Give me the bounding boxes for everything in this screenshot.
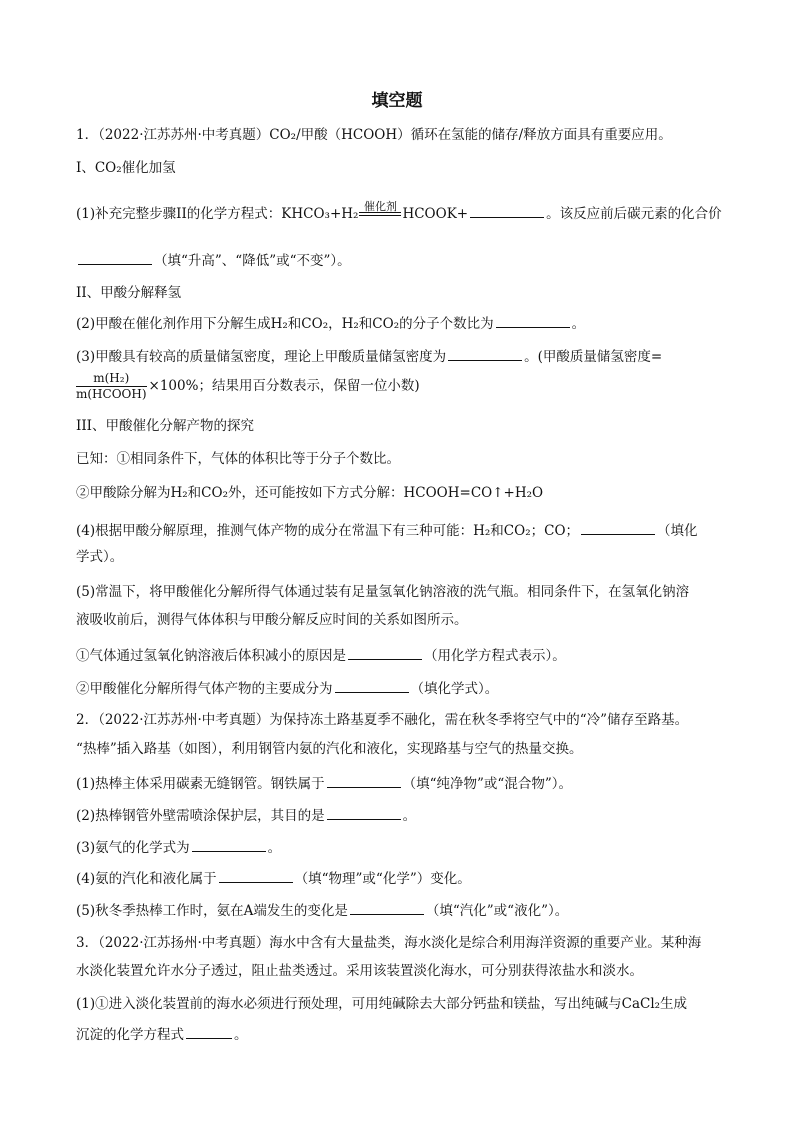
answer-blank[interactable] bbox=[470, 203, 544, 218]
answer-blank[interactable] bbox=[186, 1024, 232, 1039]
q1-section-2: II、甲酸分解释氢 bbox=[76, 285, 182, 301]
q1-part-3-formula bbox=[76, 371, 420, 402]
fraction-denominator: m(HCOOH) bbox=[76, 387, 147, 401]
answer-blank[interactable] bbox=[348, 645, 422, 660]
q2-p5-hint: （填“汽化”或“液化”）。 bbox=[425, 903, 569, 919]
q3-p1-end: 。 bbox=[234, 1027, 248, 1043]
q1-part-2 bbox=[76, 313, 585, 333]
answer-blank[interactable] bbox=[327, 773, 401, 788]
answer-blank[interactable] bbox=[335, 678, 409, 693]
q1-p1-hint: （填“升高”、“降低”或“不变”）。 bbox=[154, 253, 351, 269]
q3-part-1-line1: (1)①进入淡化装置前的海水必须进行预处理，可用纯碱除去大部分钙盐和镁盐，写出纯碱与CaCl₂生成 bbox=[76, 996, 688, 1012]
fraction-numerator: m(H₂) bbox=[76, 371, 147, 387]
q2-p5-text: (5)秋冬季热棒工作时，氨在A端发生的变化是 bbox=[76, 903, 348, 919]
q1-part-5b bbox=[76, 678, 498, 698]
answer-blank[interactable] bbox=[581, 520, 655, 535]
answer-blank[interactable] bbox=[350, 900, 424, 915]
q1-p1-product: HCOOK+ bbox=[402, 206, 469, 222]
q1-part-1 bbox=[76, 200, 722, 223]
q2-p3-text: (3)氨气的化学式为 bbox=[76, 840, 190, 856]
q2-p1-hint: （填“纯净物”或“混合物”）。 bbox=[402, 776, 572, 792]
answer-blank[interactable] bbox=[219, 868, 293, 883]
q1-part-1-line2 bbox=[76, 250, 351, 270]
q1-p4-text: (4)根据甲酸分解原理，推测气体产物的成分在常温下有三种可能：H₂和CO₂；CO； bbox=[76, 523, 580, 539]
answer-blank[interactable] bbox=[496, 313, 570, 328]
q2-p3-end: 。 bbox=[267, 840, 282, 856]
q2-stem-2: “热棒”插入路基（如图），利用钢管内氨的汽化和液化，实现路基与空气的热量交换。 bbox=[76, 741, 583, 757]
q1-p4-hint: （填化 bbox=[657, 523, 698, 539]
q1-part-4-line2: 学式）。 bbox=[76, 549, 124, 565]
q1-part-5-line1: (5)常温下，将甲酸催化分解所得气体通过装有足量氢氧化钠溶液的洗气瓶。相同条件下，在氢氧化钠溶 bbox=[76, 584, 690, 600]
density-fraction bbox=[76, 371, 147, 402]
q1-p5b-text: ②甲酸催化分解所得气体产物的主要成分为 bbox=[76, 681, 333, 697]
q2-p2-end: 。 bbox=[402, 808, 417, 824]
q2-part-1 bbox=[76, 773, 572, 793]
q2-part-3 bbox=[76, 837, 281, 857]
answer-blank[interactable] bbox=[448, 346, 522, 361]
q1-p1-tail: 。该反应前后碳元素的化合价 bbox=[546, 206, 722, 222]
q1-p3-note: 。(甲酸质量储氢密度= bbox=[524, 349, 663, 365]
q2-part-5 bbox=[76, 900, 568, 920]
q2-p1-text: (1)热棒主体采用碳素无缝钢管。钢铁属于 bbox=[76, 776, 325, 792]
q2-part-2 bbox=[76, 805, 416, 825]
q1-known-1: 已知：①相同条件下，气体的体积比等于分子个数比。 bbox=[76, 451, 400, 467]
q2-part-4 bbox=[76, 868, 471, 888]
q1-p3-text: (3)甲酸具有较高的质量储氢密度，理论上甲酸质量储氢密度为 bbox=[76, 349, 447, 365]
q3-p1-text: 沉淀的化学方程式 bbox=[76, 1027, 184, 1043]
q1-section-3: III、甲酸催化分解产物的探究 bbox=[76, 418, 254, 434]
answer-blank[interactable] bbox=[192, 837, 266, 852]
q1-part-5a bbox=[76, 645, 566, 665]
q1-known-2: ②甲酸除分解为H₂和CO₂外，还可能按如下方式分解：HCOOH=CO↑+H₂O bbox=[76, 485, 544, 501]
q2-stem-1: 2．（2022·江苏苏州·中考真题）为保持冻土路基夏季不融化，需在秋冬季将空气中的“冷”储存至路基。 bbox=[76, 712, 689, 728]
q1-section-1: I、CO₂催化加氢 bbox=[76, 160, 176, 176]
q1-part-4 bbox=[76, 520, 698, 540]
q1-p3-tail: ×100%；结果用百分数表示，保留一位小数) bbox=[148, 378, 420, 394]
q2-p4-hint: （填“物理”或“化学”）变化。 bbox=[294, 871, 471, 887]
q1-p5a-text: ①气体通过氢氧化钠溶液后体积减小的原因是 bbox=[76, 648, 346, 664]
q1-part-5-line2: 液吸收前后，测得气体体积与甲酸分解反应时间的关系如图所示。 bbox=[76, 612, 468, 628]
q2-p2-text: (2)热棒钢管外壁需喷涂保护层，其目的是 bbox=[76, 808, 325, 824]
q1-p5a-hint: （用化学方程式表示）。 bbox=[424, 648, 566, 664]
q1-p5b-hint: （填化学式）。 bbox=[410, 681, 499, 697]
q3-stem-1: 3．（2022·江苏扬州·中考真题）海水中含有大量盐类，海水淡化是综合利用海洋资源的重要产业。某种海 bbox=[76, 935, 702, 951]
q1-part-3 bbox=[76, 346, 662, 366]
q1-stem: 1．（2022·江苏苏州·中考真题）CO₂/甲酸（HCOOH）循环在氢能的储存/释放方面具有重要应用。 bbox=[76, 127, 672, 143]
q1-p2-end: 。 bbox=[571, 316, 586, 332]
q1-p2-text: (2)甲酸在催化剂作用下分解生成H₂和CO₂，H₂和CO₂的分子个数比为 bbox=[76, 316, 494, 332]
answer-blank[interactable] bbox=[327, 805, 401, 820]
q3-stem-2: 水淡化装置允许水分子透过，阻止盐类透过。采用该装置淡化海水，可分别获得浓盐水和淡水。 bbox=[76, 963, 643, 979]
q1-p1-text: (1)补充完整步骤II的化学方程式：KHCO₃+H₂ bbox=[76, 206, 359, 222]
q3-part-1-line2 bbox=[76, 1024, 248, 1044]
q2-p4-text: (4)氨的汽化和液化属于 bbox=[76, 871, 217, 887]
answer-blank[interactable] bbox=[78, 250, 152, 265]
catalyst-label: 催化剂 bbox=[363, 200, 397, 213]
page-title: 填空题 bbox=[371, 91, 423, 111]
